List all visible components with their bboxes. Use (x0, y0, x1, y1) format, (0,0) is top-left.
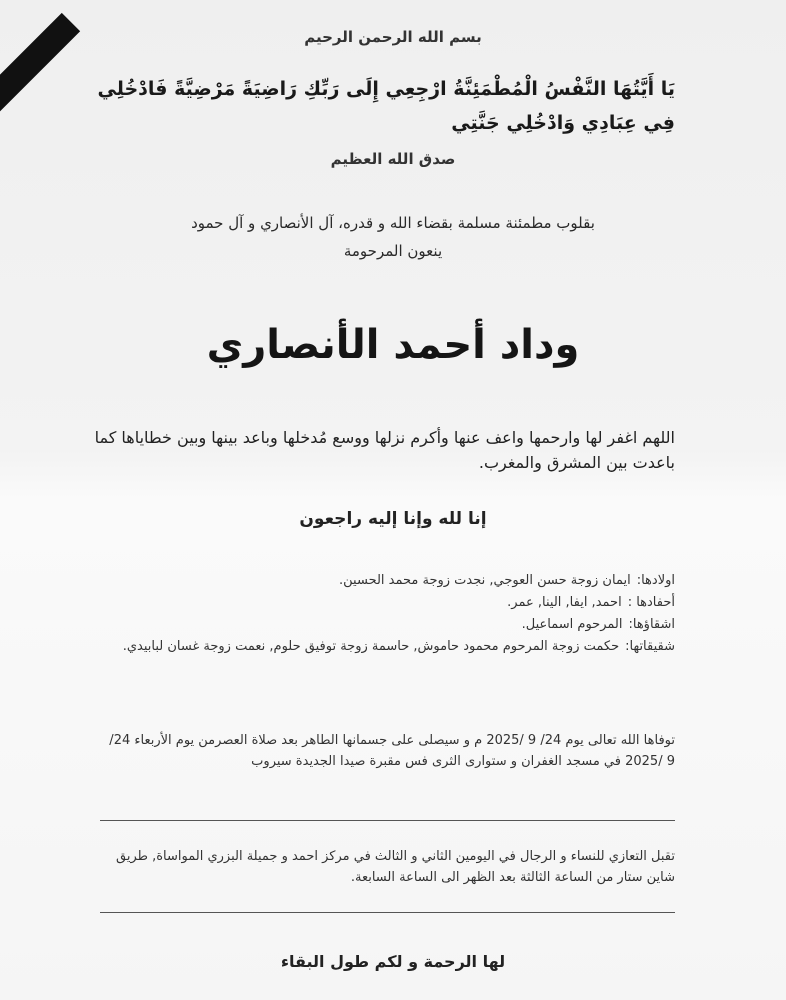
family-row-sisters (100, 636, 675, 658)
intro-line-1: بقلوب مطمئنة مسلمة بقضاء الله و قدره، آل الأنصاري و آل حمود (191, 214, 595, 232)
sadaqa-text: صدق الله العظيم (330, 150, 456, 168)
sisters-label: شقيقاتها: (625, 639, 675, 654)
condolences-notice: تقبل التعازي للنساء و الرجال في اليومين الثاني و الثالث في مركز احمد و جميلة البزري المواساة, طريق شاين ستار من الساعة الثالثة بعد الظهر الى الساعة السابعة. (115, 849, 675, 885)
divider-bottom (100, 912, 675, 913)
family-row-brothers (100, 614, 675, 636)
brothers-label: اشقاؤها: (628, 617, 675, 632)
brothers-value: المرحوم اسماعيل. (521, 617, 623, 632)
death-notice: توفاها الله تعالى يوم 24/ 9 /2025 م و سيصلى على جسمانها الطاهر بعد صلاة العصرمن يوم الأربعاء 24/ 9 /2025 في مسجد الغفران و ستوارى الثرى فس مقبرة صيدا الجديدة سيروب (109, 733, 675, 769)
sisters-value: حكمت زوجة المرحوم محمود حاموش, حاسمة زوجة توفيق حلوم, نعمت زوجة غسان لبابيدي. (122, 639, 620, 654)
children-value: ايمان زوجة حسن العوجي, نجدت زوجة محمد الحسين. (339, 573, 631, 588)
prayer-text: اللهم اغفر لها وارحمها واعف عنها وأكرم نزلها ووسع مُدخلها وباعد بينها وبين خطاياها كما باعدت بين المشرق والمغرب. (94, 428, 675, 472)
family-row-children (100, 570, 675, 592)
family-list (100, 570, 675, 658)
children-label: اولادها: (636, 573, 675, 588)
quran-verse: يَا أَيَّتُهَا النَّفْسُ الْمُطْمَئِنَّةُ ارْجِعِي إِلَى رَبِّكِ رَاضِيَةً مَرْضِيَّةً فَادْخُلِي فِي عِبَادِي وَادْخُلِي جَنَّتِي (97, 78, 675, 134)
divider-top (100, 820, 675, 821)
grandchildren-value: احمد, ايفا, الينا, عمر. (507, 595, 622, 610)
basmala: بسم الله الرحمن الرحيم (304, 28, 482, 46)
family-row-grandchildren (100, 592, 675, 614)
inna-lillah: إنا لله وإنا إليه راجعون (299, 509, 487, 529)
grandchildren-label: أحفادها : (627, 595, 675, 610)
closing-phrase: لها الرحمة و لكم طول البقاء (280, 952, 506, 971)
intro-line-2: ينعون المرحومة (343, 242, 443, 260)
deceased-name: وداد أحمد الأنصاري (206, 322, 580, 368)
